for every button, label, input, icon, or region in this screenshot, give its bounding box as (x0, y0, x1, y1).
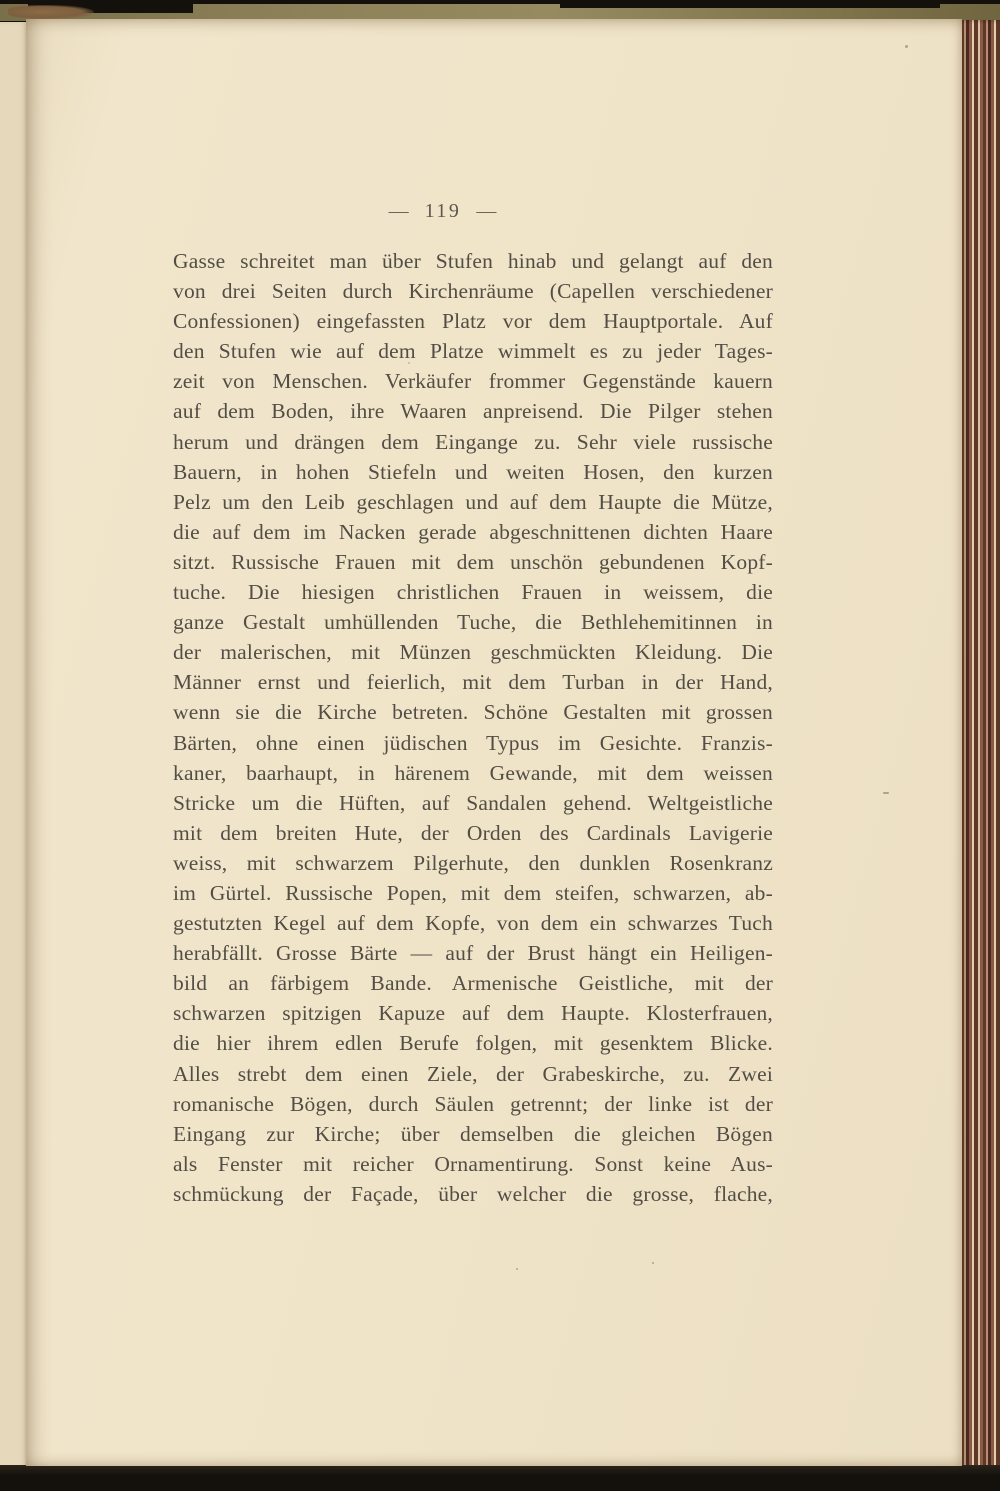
text-line: den Stufen wie auf dem Platze wimmelt es zu jeder Tages- (173, 339, 773, 364)
paper-speck (883, 792, 889, 794)
paper-speck (408, 362, 410, 364)
text-line: von drei Seiten durch Kirchenräume (Capellen verschiedener (173, 279, 773, 304)
fore-edge-page-stack (956, 20, 1000, 1470)
text-line: die hier ihrem edlen Berufe folgen, mit gesenktem Blicke. (173, 1031, 773, 1056)
text-line: die auf dem im Nacken gerade abgeschnittenen dichten Haare (173, 519, 773, 544)
text-line: auf dem Boden, ihre Waaren anpreisend. Die Pilger stehen (173, 399, 773, 424)
text-line: wenn sie die Kirche betreten. Schöne Gestalten mit grossen (173, 700, 773, 725)
header-dash-left: — (388, 200, 410, 222)
text-line: Stricke um die Hüften, auf Sandalen gehend. Weltgeistliche (173, 790, 773, 815)
text-line: herabfällt. Grosse Bärte — auf der Brust hängt ein Heiligen- (173, 941, 773, 966)
text-line: kaner, baarhaupt, in härenem Gewande, mit dem weissen (173, 760, 773, 785)
paper-speck (652, 1262, 654, 1264)
text-line: gestutzten Kegel auf dem Kopfe, von dem ein schwarzes Tuch (173, 911, 773, 936)
text-line: Bauern, in hohen Stiefeln und weiten Hosen, den kurzen (173, 459, 773, 484)
book-page (26, 19, 962, 1466)
text-line: Gasse schreitet man über Stufen hinab und gelangt auf den (173, 249, 773, 273)
text-line: weiss, mit schwarzem Pilgerhute, den dunklen Rosenkranz (173, 850, 773, 875)
text-line: der malerischen, mit Münzen geschmückten Kleidung. Die (173, 640, 773, 665)
paper-speck (516, 1268, 518, 1270)
text-line: zeit von Menschen. Verkäufer frommer Gegenstände kauern (173, 369, 773, 394)
text-line: tuche. Die hiesigen christlichen Frauen in weissem, die (173, 580, 773, 605)
body-text (173, 246, 773, 1209)
text-line: Confessionen) eingefassten Platz vor dem Hauptportale. Auf (173, 309, 773, 334)
text-line: romanische Bögen, durch Säulen getrennt; der linke ist der (173, 1091, 773, 1116)
text-line: sitzt. Russische Frauen mit dem unschön gebundenen Kopf- (173, 549, 773, 574)
text-line: bild an färbigem Bande. Armenische Geistliche, mit der (173, 971, 773, 996)
text-line: als Fenster mit reicher Ornamentirung. Sonst keine Aus- (173, 1151, 773, 1176)
worn-binding-patch (8, 5, 94, 19)
text-line: im Gürtel. Russische Popen, mit dem steifen, schwarzen, ab- (173, 880, 773, 905)
header-dash-right: — (476, 200, 498, 222)
text-line: ganze Gestalt umhüllenden Tuche, die Bethlehemitinnen in (173, 610, 773, 635)
text-line: Pelz um den Leib geschlagen und auf dem Haupte die Mütze, (173, 489, 773, 514)
text-line: Männer ernst und feierlich, mit dem Turban in der Hand, (173, 670, 773, 695)
book-cover-bottom (0, 1465, 1000, 1491)
cover-notch (560, 0, 940, 8)
text-line: Alles strebt dem einen Ziele, der Grabeskirche, zu. Zwei (173, 1061, 773, 1086)
text-line: herum und drängen dem Eingange zu. Sehr viele russische (173, 429, 773, 454)
text-line: Eingang zur Kirche; über demselben die gleichen Bögen (173, 1121, 773, 1146)
text-line: Bärten, ohne einen jüdischen Typus im Gesichte. Franzis- (173, 730, 773, 755)
page-number: 119 (424, 200, 462, 222)
text-line: schmückung der Façade, über welcher die grosse, flache, (173, 1181, 773, 1206)
paper-speck (905, 45, 908, 48)
page-header (143, 200, 743, 223)
text-line: schwarzen spitzigen Kapuze auf dem Haupte. Klosterfrauen, (173, 1001, 773, 1026)
text-line: mit dem breiten Hute, der Orden des Cardinals Lavigerie (173, 820, 773, 845)
